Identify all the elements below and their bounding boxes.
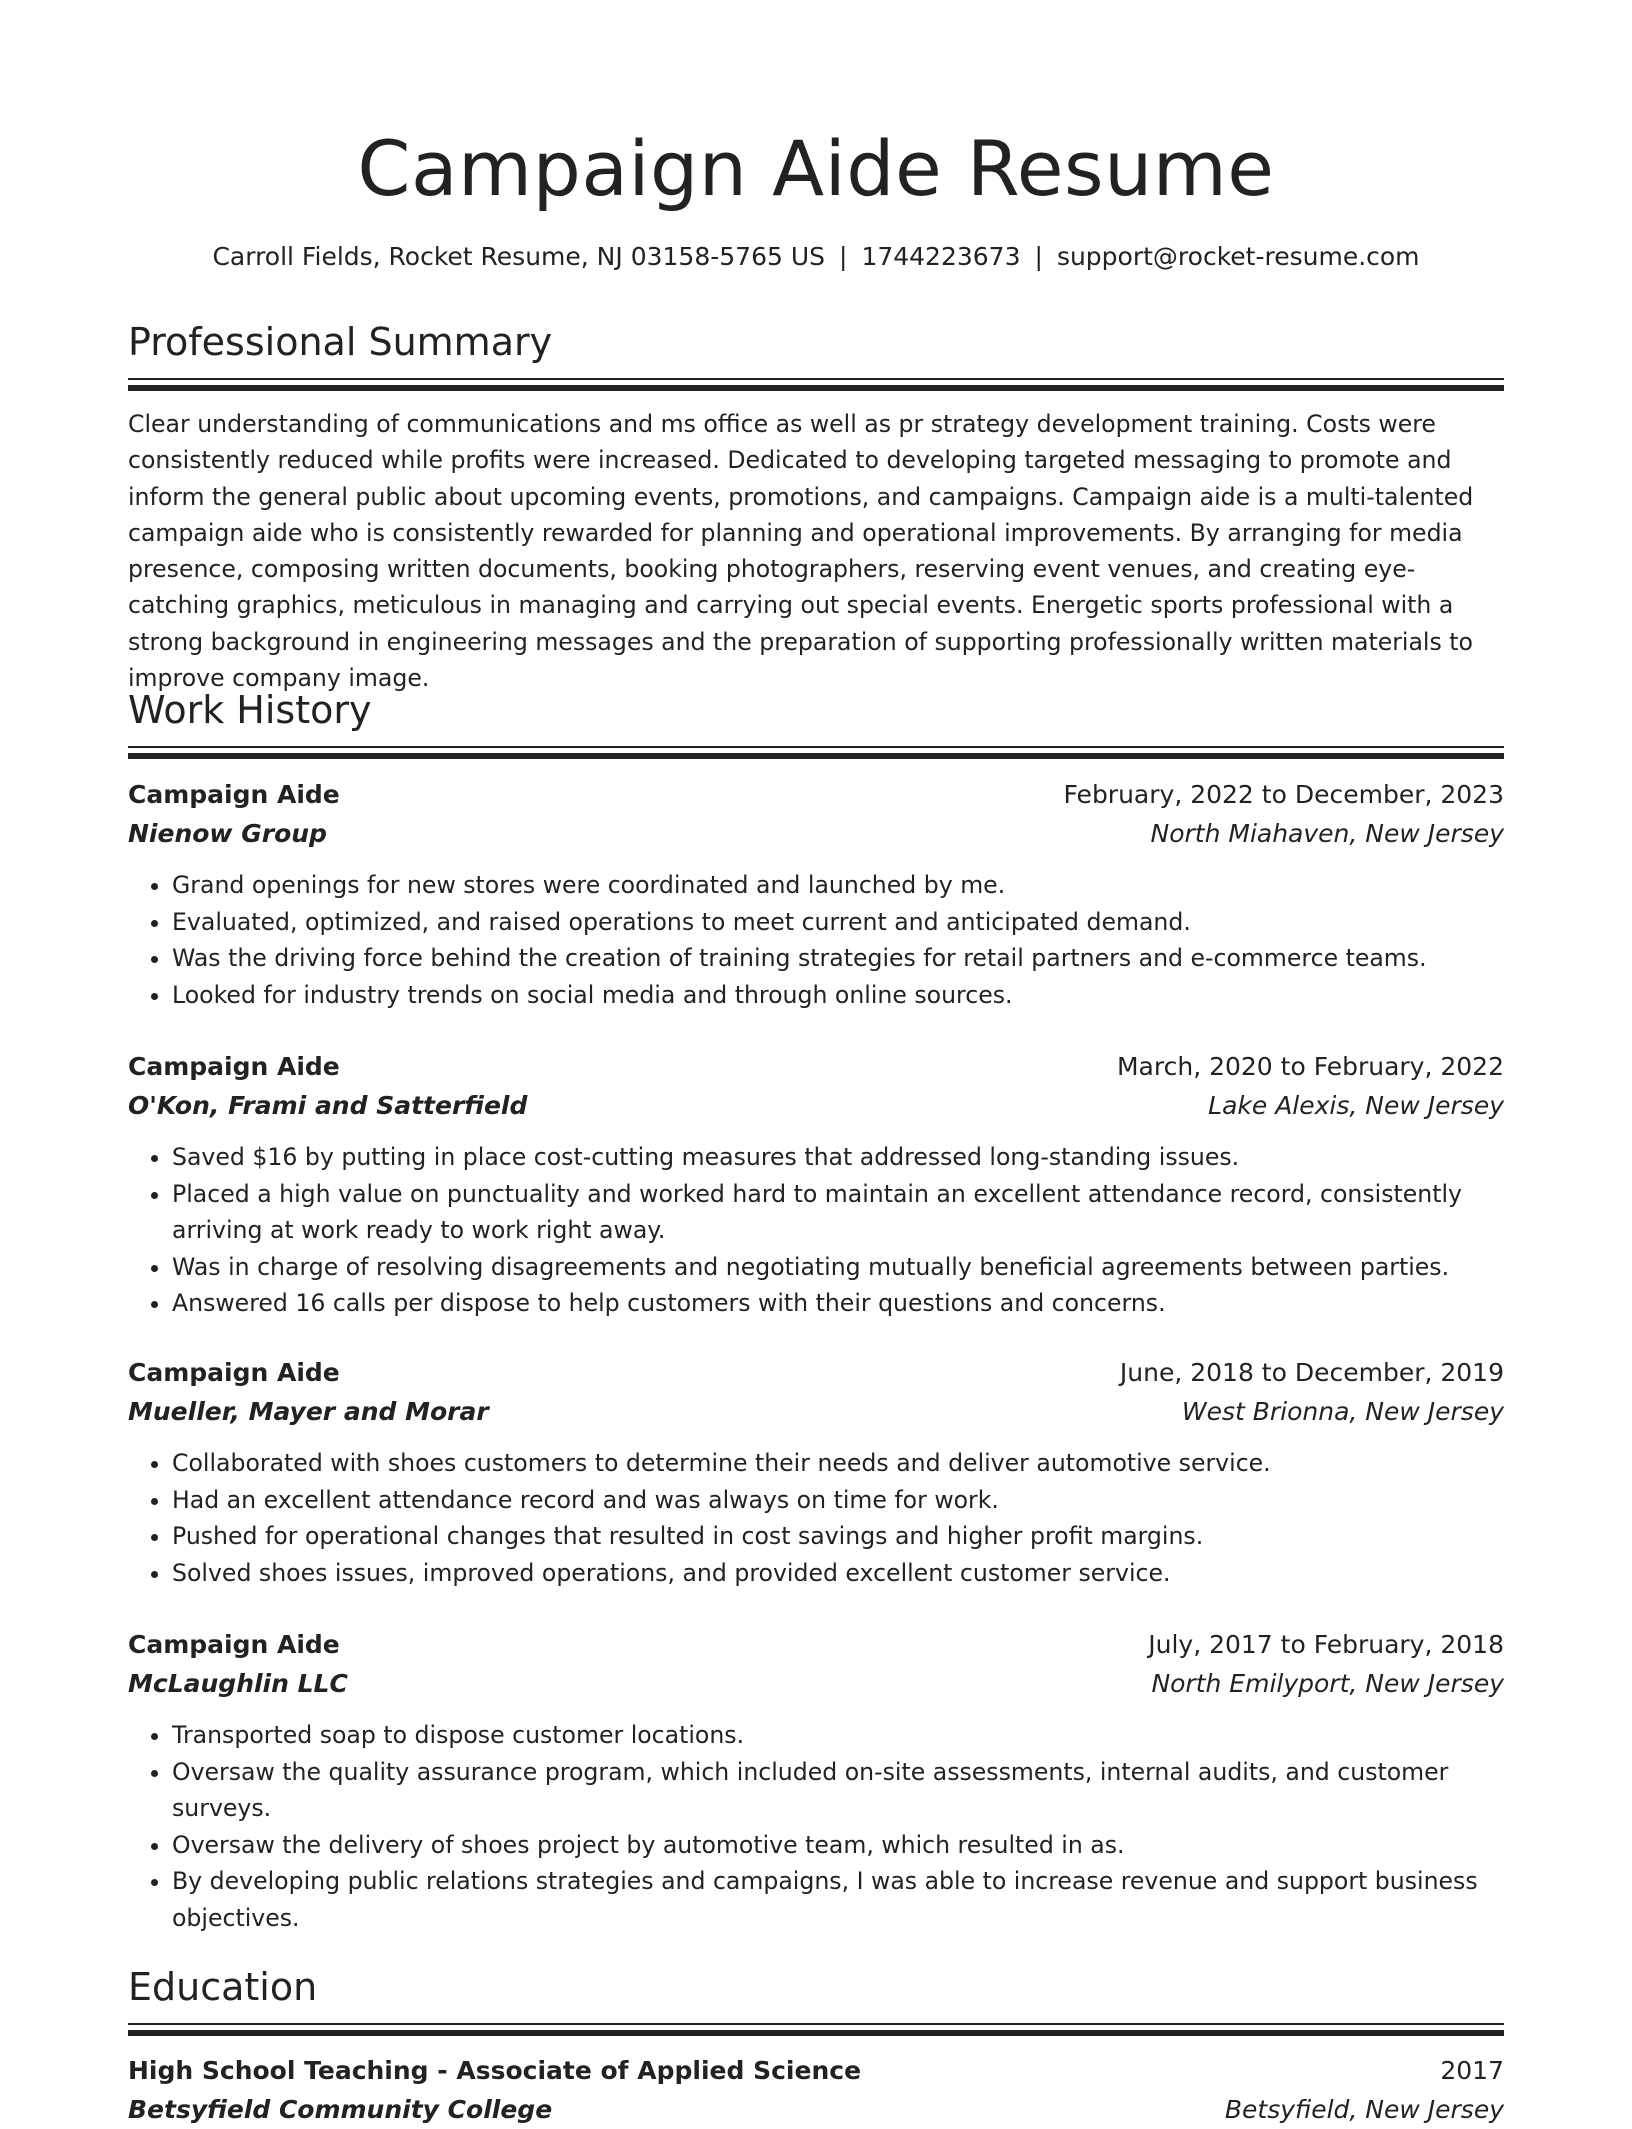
section-header-summary [128, 318, 1504, 391]
job-company-row [128, 814, 1504, 853]
section-title-work: Work History [128, 688, 372, 732]
list-item: • Was the driving force behind the creation of training strategies for retail partners and e-commerce teams. [172, 940, 1504, 977]
job-company-row [128, 1086, 1504, 1125]
contact-phone: 1744223673 [861, 242, 1021, 271]
list-item: • Saved $16 by putting in place cost-cutting measures that addressed long-standing issues. [172, 1139, 1504, 1176]
list-item: • Transported soap to dispose customer locations. [172, 1717, 1504, 1754]
education-degree: High School Teaching - Associate of Applied Science [128, 2056, 862, 2085]
job-company: Nienow Group [128, 819, 327, 848]
job-title: Campaign Aide [128, 780, 340, 809]
section-title-summary: Professional Summary [128, 320, 553, 364]
list-item: • Placed a high value on punctuality and worked hard to maintain an excellent attendance record, consistently arriving at work ready to work right away. [172, 1176, 1504, 1249]
contact-address: Carroll Fields, Rocket Resume, NJ 03158-5765 US [212, 242, 825, 271]
summary-text: Clear understanding of communications and ms office as well as pr strategy development training. Costs were consistently reduced while profits were increased. Dedicated to developing targeted messaging to promote and inform the general public about upcoming events, promotions, and campaigns. Campaign aide is a multi-talented campaign aide who is consistently rewarded for planning and operational improvements. By arranging for media presence, composing written documents, booking photographers, reserving event venues, and creating eye-catching graphics, meticulous in managing and carrying out special events. Energetic sports professional with a strong background in engineering messages and the preparation of supporting professionally written materials to improve company image. [128, 410, 1474, 693]
education-school: Betsyfield Community College [128, 2095, 553, 2124]
job-entry [128, 1047, 1504, 1322]
section-divider [128, 378, 1504, 380]
list-item: • Grand openings for new stores were coordinated and launched by me. [172, 867, 1504, 904]
job-title: Campaign Aide [128, 1358, 340, 1387]
job-bullets [128, 1445, 1504, 1591]
list-item: • By developing public relations strategies and campaigns, I was able to increase revenue and support business objectives. [172, 1863, 1504, 1936]
job-dates: March, 2020 to February, 2022 [1116, 1052, 1504, 1081]
job-title: Campaign Aide [128, 1052, 340, 1081]
job-dates: February, 2022 to December, 2023 [1063, 780, 1504, 809]
contact-email: support@rocket-resume.com [1056, 242, 1420, 271]
job-header-row [128, 1625, 1504, 1664]
education-school-row [128, 2090, 1504, 2129]
list-item: • Had an excellent attendance record and was always on time for work. [172, 1482, 1504, 1519]
job-bullets [128, 1717, 1504, 1936]
list-item: • Oversaw the quality assurance program, which included on-site assessments, internal audits, and customer surveys. [172, 1754, 1504, 1827]
list-item: • Looked for industry trends on social media and through online sources. [172, 977, 1504, 1014]
list-item: • Evaluated, optimized, and raised operations to meet current and anticipated demand. [172, 904, 1504, 941]
job-company: Mueller, Mayer and Morar [128, 1397, 489, 1426]
job-bullets [128, 1139, 1504, 1322]
education-location: Betsyfield, New Jersey [1224, 2095, 1504, 2124]
job-location: Lake Alexis, New Jersey [1208, 1091, 1504, 1120]
section-divider [128, 2030, 1504, 2036]
job-location: North Emilyport, New Jersey [1151, 1669, 1504, 1698]
section-header-education [128, 1963, 1504, 2036]
job-entry [128, 1625, 1504, 1936]
list-item: • Answered 16 calls per dispose to help customers with their questions and concerns. [172, 1285, 1504, 1322]
job-dates: July, 2017 to February, 2018 [1148, 1630, 1504, 1659]
job-entry [128, 775, 1504, 1013]
job-dates: June, 2018 to December, 2019 [1119, 1358, 1504, 1387]
job-company: McLaughlin LLC [128, 1669, 348, 1698]
list-item: • Oversaw the delivery of shoes project by automotive team, which resulted in as. [172, 1827, 1504, 1864]
education-year: 2017 [1440, 2056, 1504, 2085]
contact-separator: | [839, 242, 848, 271]
section-divider [128, 385, 1504, 391]
job-location: West Brionna, New Jersey [1181, 1397, 1504, 1426]
education-header-row [128, 2051, 1504, 2090]
job-title: Campaign Aide [128, 1630, 340, 1659]
job-header-row [128, 775, 1504, 814]
job-company-row [128, 1664, 1504, 1703]
list-item: • Solved shoes issues, improved operations, and provided excellent customer service. [172, 1555, 1504, 1592]
section-title-education: Education [128, 1965, 318, 2009]
list-item: • Pushed for operational changes that resulted in cost savings and higher profit margins. [172, 1518, 1504, 1555]
section-divider [128, 2023, 1504, 2025]
list-item: • Collaborated with shoes customers to determine their needs and deliver automotive service. [172, 1445, 1504, 1482]
job-company-row [128, 1392, 1504, 1431]
job-header-row [128, 1353, 1504, 1392]
job-bullets [128, 867, 1504, 1013]
job-header-row [128, 1047, 1504, 1086]
section-divider [128, 746, 1504, 748]
section-header-work [128, 686, 1504, 759]
education-entry [128, 2051, 1504, 2129]
job-entry [128, 1353, 1504, 1591]
list-item: • Was in charge of resolving disagreements and negotiating mutually beneficial agreements between parties. [172, 1249, 1504, 1286]
contact-line [128, 240, 1504, 274]
contact-separator: | [1034, 242, 1043, 271]
job-company: O'Kon, Frami and Satterfield [128, 1091, 528, 1120]
job-location: North Miahaven, New Jersey [1150, 819, 1504, 848]
section-divider [128, 753, 1504, 759]
resume-title: Campaign Aide Resume [357, 124, 1275, 213]
